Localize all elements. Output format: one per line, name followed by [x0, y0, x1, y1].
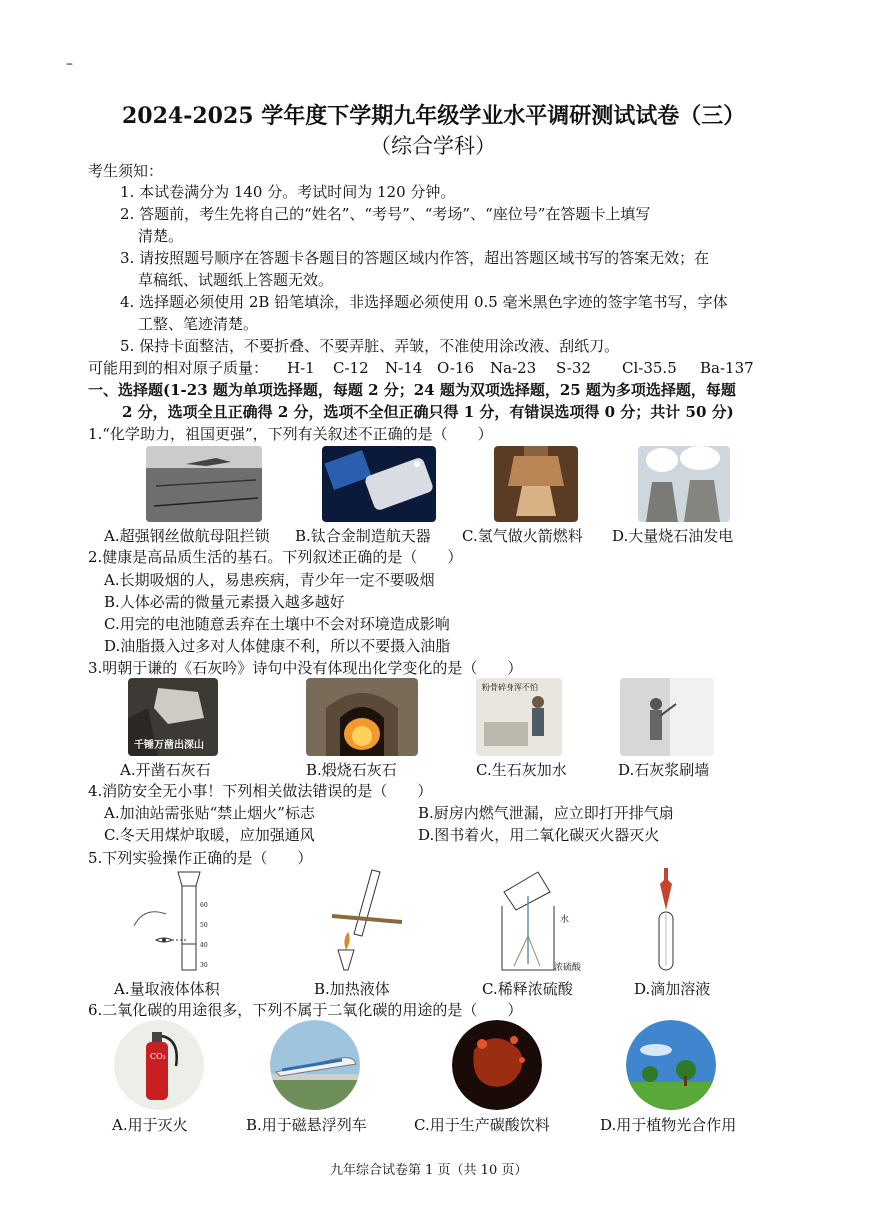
atomic-mass: Ba-137: [700, 359, 754, 377]
notice-item: 工整、笔迹清楚。: [138, 315, 259, 333]
question-2-stem: 2.健康是高品质生活的基石。下列叙述正确的是（ ）: [88, 548, 463, 566]
notice-item: 草稿纸、试题纸上答题无效。: [138, 271, 334, 289]
notice-item: 清楚。: [138, 227, 184, 245]
cylinder-tick: 40: [200, 942, 208, 949]
exam-title: 2024-2025 学年度下学期九年级学业水平调研测试试卷（三）: [122, 103, 746, 129]
diluting-acid-diagram: [494, 866, 584, 974]
q6-option-c: C.用于生产碳酸饮料: [414, 1116, 550, 1134]
q3-option-a: A.开凿石灰石: [120, 761, 211, 779]
corner-mark: –: [66, 56, 73, 72]
q1-option-c: C.氢气做火箭燃料: [462, 527, 583, 545]
q2-option-d: D.油脂摄入过多对人体健康不利，所以不要摄入油脂: [104, 637, 451, 655]
acid-label: 浓硫酸: [554, 963, 582, 973]
cylinder-tick: 60: [200, 902, 208, 909]
notice-item: 1. 本试卷满分为 140 分。考试时间为 120 分钟。: [120, 183, 456, 201]
q6-option-a: A.用于灭火: [112, 1116, 188, 1134]
notice-heading: 考生须知：: [88, 162, 164, 180]
q3-option-b: B.煅烧石灰石: [306, 761, 397, 779]
q4-option-c: C.冬天用煤炉取暖，应加强通风: [104, 826, 315, 844]
notice-item: 4. 选择题必须使用 2B 铅笔填涂，非选择题必须使用 0.5 毫米黑色字迹的签字笔书写，字体: [120, 293, 728, 311]
atomic-mass: H-1: [287, 359, 315, 377]
atomic-mass: O-16: [437, 359, 475, 377]
q3-option-d: D.石灰浆刷墙: [618, 761, 710, 779]
question-6-stem: 6.二氧化碳的用途很多，下列不属于二氧化碳的用途的是（ ）: [88, 1001, 523, 1019]
q1-option-a: A.超强钢丝做航母阻拦锁: [104, 527, 270, 545]
q4-option-a: A.加油站需张贴“禁止烟火”标志: [104, 804, 315, 822]
page-footer: 九年综合试卷第 1 页（共 10 页）: [330, 1163, 528, 1178]
q4-option-d: D.图书着火，用二氧化碳灭火器灭火: [418, 826, 660, 844]
atomic-mass: Cl-35.5: [622, 359, 677, 377]
q5-option-a: A.量取液体体积: [114, 980, 220, 998]
section-heading-cont: 2 分，选项全且正确得 2 分，选项不全但正确只得 1 分，有错误选项得 0 分；共计 50 分): [122, 403, 734, 421]
spacecraft-image: [322, 446, 436, 522]
atomic-mass: N-14: [385, 359, 423, 377]
exam-subtitle: （综合学科）: [370, 134, 496, 158]
cylinder-tick: 50: [200, 922, 208, 929]
slaking-caption: 粉骨碎身浑不怕: [482, 683, 538, 692]
quarrying-image: [128, 678, 218, 756]
maglev-train-image: [270, 1020, 360, 1110]
notice-item: 3. 请按照题号顺序在答题卡各题目的答题区域内作答，超出答题区域书写的答案无效；在: [120, 249, 710, 267]
q5-option-c: C.稀释浓硫酸: [482, 980, 573, 998]
q6-option-d: D.用于植物光合作用: [600, 1116, 737, 1134]
notice-item: 2. 答题前，考生先将自己的“姓名”、“考号”、“考场”、“座位号”在答题卡上填写: [120, 205, 651, 223]
question-1-stem: 1.“化学助力，祖国更强”，下列有关叙述不正确的是（ ）: [88, 425, 493, 443]
heating-liquid-diagram: [318, 866, 406, 974]
rocket-engine-image: [494, 446, 578, 522]
q2-option-a: A.长期吸烟的人，易患疾病，青少年一定不要吸烟: [104, 571, 435, 589]
atomic-mass: S-32: [556, 359, 591, 377]
q3-option-c: C.生石灰加水: [476, 761, 567, 779]
q5-option-d: D.滴加溶液: [634, 980, 711, 998]
question-3-stem: 3.明朝于谦的《石灰吟》诗句中没有体现出化学变化的是（ ）: [88, 659, 523, 677]
atomic-mass: C-12: [333, 359, 369, 377]
q1-option-d: D.大量烧石油发电: [612, 527, 734, 545]
question-5-stem: 5.下列实验操作正确的是（ ）: [88, 849, 313, 867]
q2-option-c: C.用完的电池随意丢弃在土壤中不会对环境造成影响: [104, 615, 450, 633]
whitewash-image: [620, 678, 714, 756]
aircraft-carrier-arrestor-image: [146, 446, 262, 522]
atomic-mass-label: 可能用到的相对原子质量：: [88, 359, 269, 377]
extinguisher-label: CO₂: [150, 1052, 166, 1061]
water-label: 水: [560, 915, 570, 925]
question-4-stem: 4.消防安全无小事！下列相关做法错误的是（ ）: [88, 782, 433, 800]
power-plant-image: [638, 446, 730, 522]
q1-option-b: B.钛合金制造航天器: [295, 527, 431, 545]
graduated-cylinder-diagram: [126, 866, 222, 974]
fire-extinguisher-image: [114, 1020, 204, 1110]
quarrying-caption: 千锤万凿出深山: [134, 740, 204, 751]
dropper-diagram: [646, 866, 686, 974]
q2-option-b: B.人体必需的微量元素摄入越多越好: [104, 593, 345, 611]
plant-photosynthesis-image: [626, 1020, 716, 1110]
q6-option-b: B.用于磁悬浮列车: [246, 1116, 367, 1134]
notice-item: 5. 保持卡面整洁，不要折叠、不要弄脏、弄皱，不准使用涂改液、刮纸刀。: [120, 337, 620, 355]
cylinder-tick: 30: [200, 962, 208, 969]
carbonated-drink-image: [452, 1020, 542, 1110]
slaking-lime-image: [476, 678, 562, 756]
section-heading: 一、选择题(1-23 题为单项选择题，每题 2 分；24 题为双项选择题，25 题为多项选择题，每题: [88, 381, 736, 399]
q5-option-b: B.加热液体: [314, 980, 390, 998]
atomic-mass: Na-23: [490, 359, 537, 377]
q4-option-b: B.厨房内燃气泄漏，应立即打开排气扇: [418, 804, 674, 822]
kiln-image: [306, 678, 418, 756]
